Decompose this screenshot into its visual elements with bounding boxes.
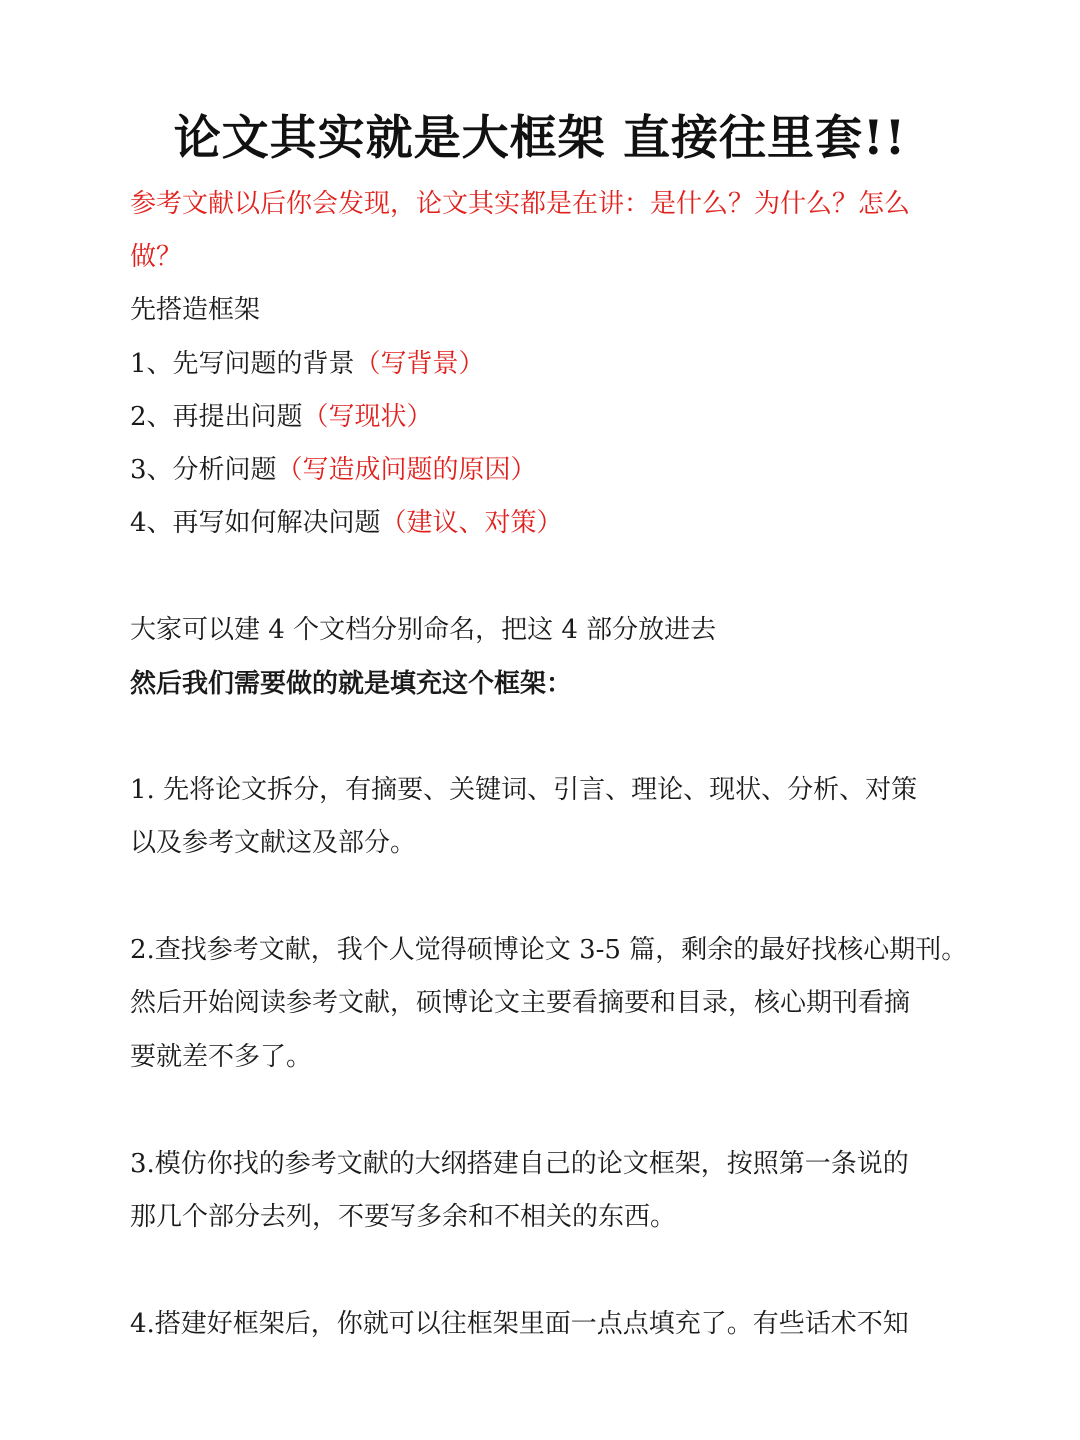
intro-line-1: 参考文献以后你会发现，论文其实都是在讲：是什么？为什么？怎么 [130, 189, 911, 219]
point-1-line-1: 1. 先将论文拆分，有摘要、关键词、引言、理论、现状、分析、对策 [130, 775, 918, 805]
step-text: 4、再写如何解决问题 [130, 508, 381, 538]
intro-line-2: 做？ [130, 242, 183, 272]
point-3-line-2: 那几个部分去列，不要写多余和不相关的东西。 [130, 1202, 677, 1232]
step-note: （写现状） [302, 402, 433, 432]
point-4-line-1: 4.搭建好框架后，你就可以往框架里面一点点填充了。有些话术不知 [130, 1309, 909, 1339]
step-text: 1、先写问题的背景 [130, 349, 355, 379]
step-text: 2、再提出问题 [130, 402, 303, 432]
point-3-line-1: 3.模仿你找的参考文献的大纲搭建自己的论文框架，按照第一条说的 [130, 1149, 909, 1179]
page-title: 论文其实就是大框架 直接往里套!! [173, 111, 907, 166]
step-item [130, 503, 960, 543]
point-1-line-2: 以及参考文献这及部分。 [130, 828, 417, 858]
point-2-line-1: 2.查找参考文献，我个人觉得硕博论文 3-5 篇，剩余的最好找核心期刊。 [130, 935, 968, 965]
step-note: （建议、对策） [380, 508, 563, 538]
fill-line: 然后我们需要做的就是填充这个框架： [130, 669, 573, 699]
step-item [130, 397, 960, 437]
step-note: （写背景） [354, 349, 485, 379]
step-text: 3、分析问题 [130, 455, 277, 485]
step-note: （写造成问题的原因） [276, 455, 537, 485]
point-2-line-3: 要就差不多了。 [130, 1042, 313, 1072]
step-item [130, 344, 960, 384]
point-2-line-2: 然后开始阅读参考文献，硕博论文主要看摘要和目录，核心期刊看摘 [130, 988, 911, 1018]
framework-heading: 先搭造框架 [130, 295, 261, 325]
step-item [130, 450, 960, 490]
docs-line: 大家可以建 4 个文档分别命名，把这 4 部分放进去 [130, 615, 717, 645]
